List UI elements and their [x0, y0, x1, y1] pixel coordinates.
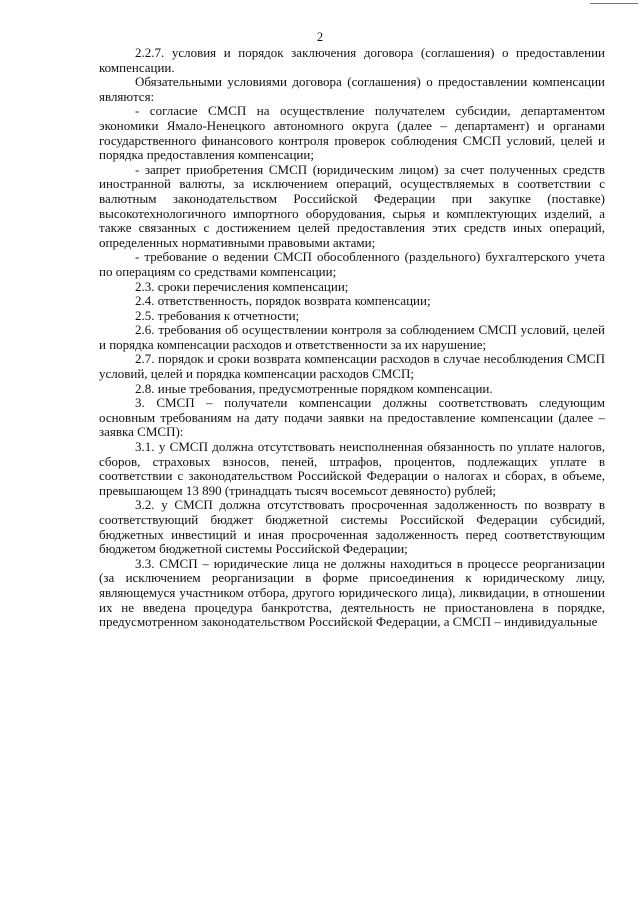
paragraph: 2.3. сроки перечисления компенсации; — [135, 278, 349, 294]
paragraph: 2.4. ответственность, порядок возврата компенсации; — [135, 293, 431, 309]
paragraph: 2.5. требования к отчетности; — [135, 307, 300, 323]
paragraph: 3.2. у СМСП должна отсутствовать просроченная задолженность по возврату в соответствующий бюджет бюджетной системы Российской Федерации субсидий, бюджетных инвестиций и иная просроченная задолженность перед соответствующим бюджетом бюджетной системы Российской Федерации; — [99, 497, 605, 557]
scan-edge-line — [590, 3, 638, 4]
paragraph: - согласие СМСП на осуществление получателем субсидии, департаментом экономики Ямало-Ненецкого автономного округа (далее – департамент) и органами государственного финансового контроля проверок соблюдения СМСП условий, целей и порядка предоставления компенсации; — [99, 103, 605, 163]
paragraph: 3. СМСП – получатели компенсации должны соответствовать следующим основным требованиям на дату подачи заявки на предоставление компенсации (далее – заявка СМСП): — [99, 395, 605, 440]
paragraph: - запрет приобретения СМСП (юридическим лицом) за счет полученных средств иностранной валюты, за исключением операций, осуществляемых в соответствии с валютным законодательством Российской Федерации при закупке (поставке) высокотехнологичного импортного оборудования, сырья и комплектующих изделий, а также связанных с достижением целей предоставления этих средств иных операций, определенных нормативными правовыми актами; — [99, 161, 605, 250]
page-number: 2 — [316, 30, 324, 44]
document-body — [99, 46, 605, 630]
paragraph: 3.3. СМСП – юридические лица не должны находиться в процессе реорганизации (за исключением реорганизации в форме присоединения к юридическому лицу, являющемуся участником отбора, другого юридического лица), ликвидации, в отношении их не введена процедура банкротства, деятельность не приостановлена в порядке, предусмотренном законодательством Российской Федерации, а СМСП – индивидуальные — [99, 555, 605, 630]
paragraph: Обязательными условиями договора (соглашения) о предоставлении компенсации являются: — [99, 74, 605, 104]
paragraph: 2.7. порядок и сроки возврата компенсации расходов в случае несоблюдения СМСП условий, целей и порядка компенсации расходов СМСП; — [99, 351, 605, 382]
paragraph: 2.8. иные требования, предусмотренные порядком компенсации. — [135, 380, 493, 396]
paragraph: 2.2.7. условия и порядок заключения договора (соглашения) о предоставлении компенсации. — [99, 45, 605, 75]
paragraph: 3.1. у СМСП должна отсутствовать неисполненная обязанность по уплате налогов, сборов, страховых взносов, пеней, штрафов, процентов, подлежащих уплате в соответствии с законодательством Российской Федерации о налогах и сборах, в объеме, превышающем 13 890 (тринадцать тысяч восемьсот девяносто) рублей; — [99, 439, 605, 498]
paragraph: - требование о ведении СМСП обособленного (раздельного) бухгалтерского учета по операциям со средствами компенсации; — [99, 249, 605, 279]
paragraph: 2.6. требования об осуществлении контроля за соблюдением СМСП условий, целей и порядка компенсации расходов и ответственности за их нарушение; — [99, 322, 605, 352]
